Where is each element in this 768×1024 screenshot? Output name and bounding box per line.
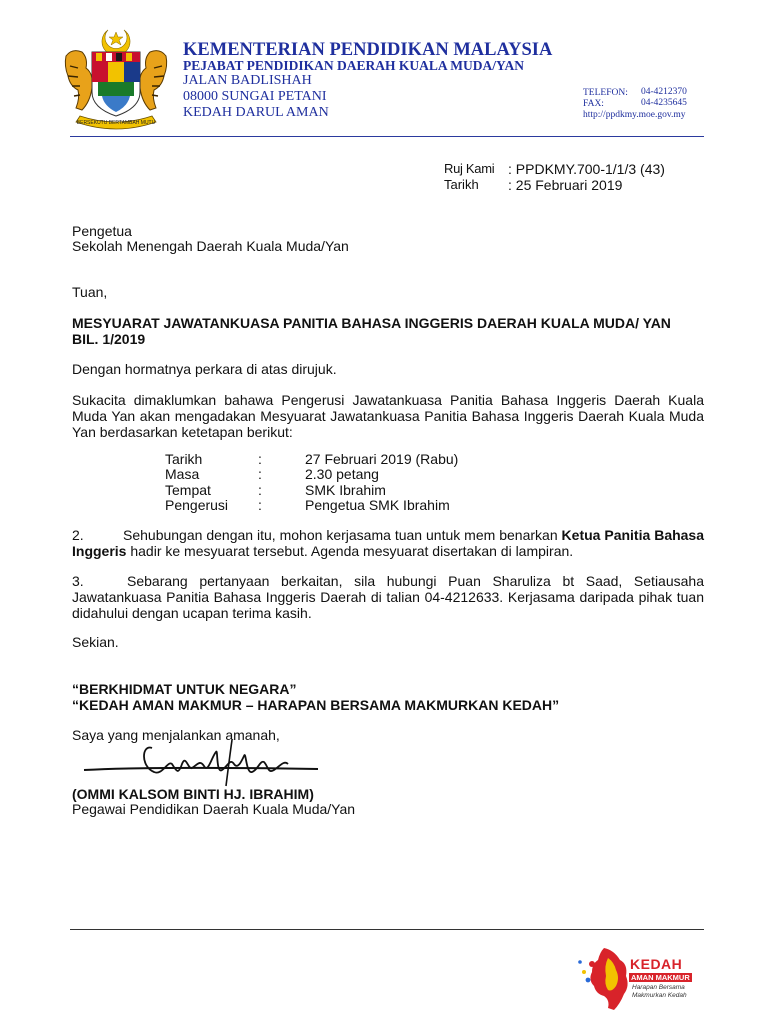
detail-colon: : [258, 466, 262, 482]
recipient-school: Sekolah Menengah Daerah Kuala Muda/Yan [72, 238, 349, 254]
detail-row-venue [165, 482, 565, 498]
paragraph-2-bold: Ketua Panitia Bahasa Inggeris [72, 527, 705, 559]
paragraph-2 [72, 527, 704, 559]
subject-line-1: MESYUARAT JAWATANKUASA PANITIA BAHASA INGGERIS DAERAH KUALA MUDA/ YAN [72, 315, 671, 331]
letterhead-divider [70, 136, 704, 137]
fax-number: 04-4235645 [641, 98, 687, 108]
detail-row-time [165, 466, 565, 482]
paragraph-3-text: Sebarang pertanyaan berkaitan, sila hubungi Puan Sharuliza bt Saad, Setiausaha Jawatankuasa Panitia Bahasa Inggeris Daerah di talian 04-4212633. Kerjasama daripada pihak tuan didahului dengan ucapan terima kasih. [72, 573, 704, 621]
subject-line-2: BIL. 1/2019 [72, 331, 146, 347]
telephone-label: TELEFON: [583, 88, 628, 98]
recipient-title: Pengetua [72, 223, 132, 239]
signatory-name: (OMMI KALSOM BINTI HJ. IBRAHIM) [72, 786, 314, 802]
paragraph-1: Sukacita dimaklumkan bahawa Pengerusi Jawatankuasa Panitia Bahasa Inggeris Daerah Kuala Muda Yan akan mengadakan Mesyuarat Jawatankuasa Panitia Bahasa Inggeris Daerah Kuala Muda Yan berdasarkan ketetapan berikut: [72, 392, 704, 440]
detail-value: 2.30 petang [305, 466, 379, 482]
paragraph-3-number: 3. [72, 573, 84, 589]
kedah-logo-tagline-2: Makmurkan Kedah [632, 992, 687, 999]
detail-value: SMK Ibrahim [305, 482, 386, 498]
detail-row-date [165, 451, 565, 467]
address-line-2: 08000 SUNGAI PETANI [183, 89, 327, 104]
detail-label: Tarikh [165, 451, 203, 467]
handwritten-signature [82, 730, 322, 792]
website-link[interactable]: http://ppdkmy.moe.gov.my [583, 110, 686, 120]
coat-of-arms-logo [58, 26, 174, 132]
address-line-1: JALAN BADLISHAH [183, 73, 312, 88]
ministry-name: KEMENTERIAN PENDIDIKAN MALAYSIA [183, 40, 553, 60]
closing-word: Sekian. [72, 634, 119, 650]
svg-text:BERSEKUTU BERTAMBAH MUTU: BERSEKUTU BERTAMBAH MUTU [76, 120, 156, 126]
paragraph-2-number: 2. [72, 527, 84, 543]
detail-colon: : [258, 451, 262, 467]
signatory-title: Pegawai Pendidikan Daerah Kuala Muda/Yan [72, 801, 356, 817]
detail-colon: : [258, 497, 262, 513]
detail-colon: : [258, 482, 262, 498]
meeting-details [165, 451, 565, 515]
paragraph-2-text: Sehubungan dengan itu, mohon kerjasama tuan untuk mem benarkan [123, 527, 558, 543]
detail-value: Pengetua SMK Ibrahim [305, 497, 450, 513]
reference-label: Ruj Kami [444, 161, 495, 176]
kedah-logo-tagline-1: Harapan Bersama [632, 984, 685, 991]
office-name: PEJABAT PENDIDIKAN DAERAH KUALA MUDA/YAN [183, 58, 525, 73]
paragraph-3 [72, 573, 704, 621]
opening-sentence: Dengan hormatnya perkara di atas dirujuk. [72, 361, 337, 377]
detail-label: Pengerusi [165, 497, 229, 513]
kedah-logo [574, 944, 704, 1014]
motto-line-1: “BERKHIDMAT UNTUK NEGARA” [72, 681, 297, 697]
kedah-logo-sub: AMAN MAKMUR [631, 973, 690, 982]
detail-label: Masa [165, 466, 200, 482]
address-line-3: KEDAH DARUL AMAN [183, 105, 329, 120]
letter-date: : 25 Februari 2019 [508, 177, 623, 193]
detail-label: Tempat [165, 482, 211, 498]
signature-intro: Saya yang menjalankan amanah, [72, 727, 280, 743]
salutation: Tuan, [72, 284, 108, 300]
detail-value: 27 Februari 2019 (Rabu) [305, 451, 459, 467]
motto-line-2: “KEDAH AMAN MAKMUR – HARAPAN BERSAMA MAKMURKAN KEDAH” [72, 697, 560, 713]
telephone-number: 04-4212370 [641, 87, 687, 97]
detail-row-chair [165, 497, 565, 513]
reference-number: : PPDKMY.700-1/1/3 (43) [508, 161, 665, 177]
date-label: Tarikh [444, 177, 479, 192]
fax-label: FAX: [583, 99, 604, 109]
paragraph-2-rest: hadir ke mesyuarat tersebut. Agenda mesyuarat disertakan di lampiran. [130, 543, 574, 559]
kedah-logo-name: KEDAH [630, 956, 683, 972]
footer-divider [70, 929, 704, 930]
